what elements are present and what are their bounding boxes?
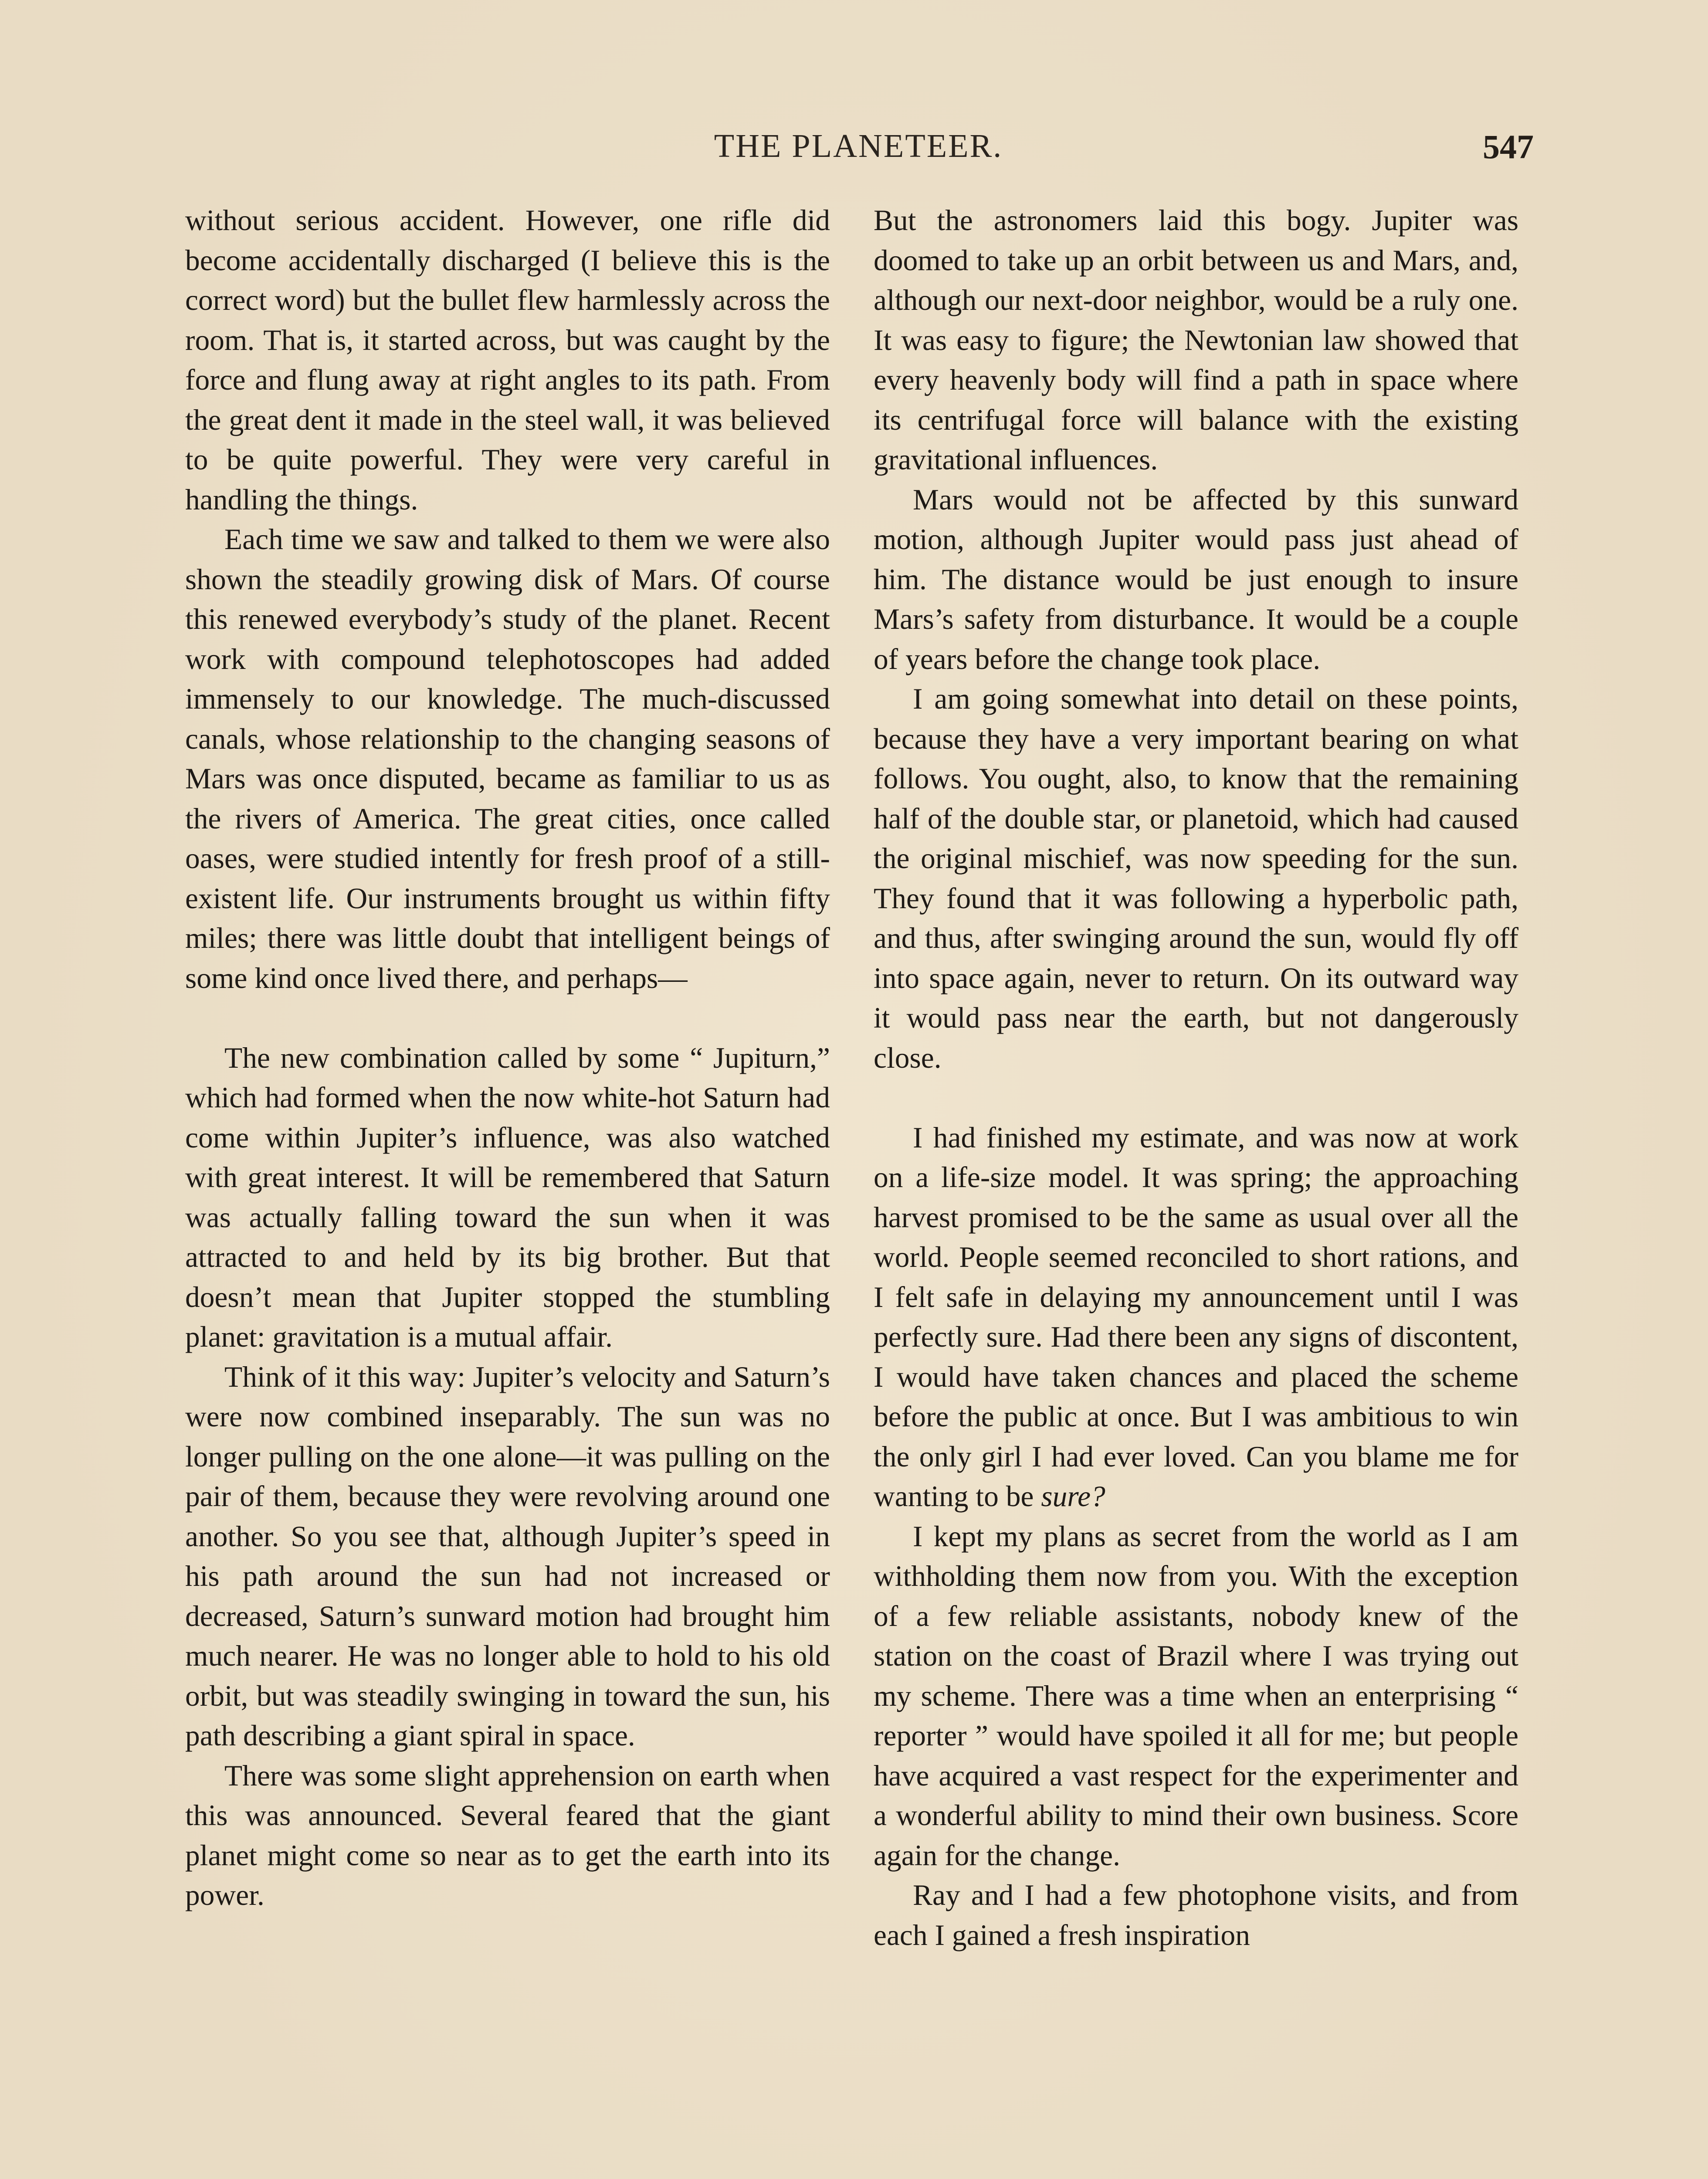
left-column bbox=[185, 200, 830, 1915]
running-title: THE PLANETEER. bbox=[714, 128, 1003, 164]
paragraph: Each time we saw and talked to them we were also shown the steadily growing disk of Mars. Of course this renewed everybody’s study of the planet. Recent work with compound telephotoscopes had added immensely to our knowledge. The much-discussed canals, whose relationship to the changing seasons of Mars was once disputed, became as familiar to us as the rivers of America. The great cities, once called oases, were studied intently for fresh proof of a still-existent life. Our instruments brought us within fifty miles; there was little doubt that intelligent beings of some kind once lived there, and perhaps— bbox=[185, 523, 830, 994]
running-head bbox=[183, 127, 1534, 175]
paragraph: Mars would not be affected by this sunward motion, although Jupiter would pass just ahead of him. The distance would be just enough to insure Mars’s safety from disturbance. It would be a couple of years before the change took place. bbox=[874, 483, 1518, 675]
paragraph: without serious accident. However, one rifle did become accidentally discharged (I believe this is the correct word) but the bullet flew harmlessly across the room. That is, it started across, but was caught by the force and flung away at right angles to its path. From the great dent it made in the steel wall, it was believed to be quite powerful. They were very careful in handling the things. bbox=[185, 204, 830, 516]
right-column bbox=[874, 200, 1518, 1955]
paragraph bbox=[874, 1118, 1518, 1517]
paragraph: The new combination called by some “ Jupiturn,” which had formed when the now white-hot Saturn had come within Jupiter’s influence, was also watched with great interest. It will be remembered that Saturn was actually falling toward the sun when it was attracted to and held by its big brother. But that doesn’t mean that Jupiter stopped the stumbling planet: gravitation is a mutual affair. bbox=[185, 1041, 830, 1353]
paragraph: There was some slight apprehension on earth when this was announced. Several feared that the giant planet might come so near as to get the earth into its power. bbox=[185, 1759, 830, 1911]
paragraph: I am going somewhat into detail on these points, because they have a very important bearing on what follows. You ought, also, to know that the remaining half of the double star, or planetoid, which had caused the original mischief, was now speeding for the sun. They found that it was following a hyperbolic path, and thus, after swinging around the sun, would fly off into space again, never to return. On its outward way it would pass near the earth, but not dangerously close. bbox=[874, 682, 1518, 1074]
paragraph: Ray and I had a few photophone visits, and from each I gained a fresh inspiration bbox=[874, 1879, 1518, 1952]
emphasized-word: sure? bbox=[1041, 1480, 1105, 1513]
page-number: 547 bbox=[1483, 128, 1534, 166]
paragraph-text: I had finished my estimate, and was now at work on a life-size model. It was spring; the approaching harvest promised to be the same as usual over all the world. People seemed reconciled to short rations, and I felt safe in delaying my announcement until I was perfectly sure. Had there been any signs of discontent, I would have taken chances and placed the scheme before the public at once. But I was ambitious to win the only girl I had ever loved. Can you blame me for wanting to be bbox=[874, 1121, 1518, 1513]
paragraph: But the astronomers laid this bogy. Jupiter was doomed to take up an orbit between us and Mars, and, although our next-door neighbor, would be a ruly one. It was easy to figure; the Newtonian law showed that every heavenly body will find a path in space where its centrifugal force will balance with the existing gravitational influences. bbox=[874, 204, 1518, 476]
paragraph: Think of it this way: Jupiter’s velocity and Saturn’s were now combined inseparably. The sun was no longer pulling on the one alone—it was pulling on the pair of them, because they were revolving around one another. So you see that, although Jupiter’s speed in his path around the sun had not increased or decreased, Saturn’s sunward motion had brought him much nearer. He was no longer able to hold to his old orbit, but was steadily swinging in toward the sun, his path describing a giant spiral in space. bbox=[185, 1360, 830, 1752]
paragraph: I kept my plans as secret from the world as I am withholding them now from you. With the exception of a few reliable assistants, nobody knew of the station on the coast of Brazil where I was trying out my scheme. There was a time when an enterprising “ reporter ” would have spoiled it all for me; but people have acquired a vast respect for the experimenter and a wonderful ability to mind their own business. Score again for the change. bbox=[874, 1520, 1518, 1872]
